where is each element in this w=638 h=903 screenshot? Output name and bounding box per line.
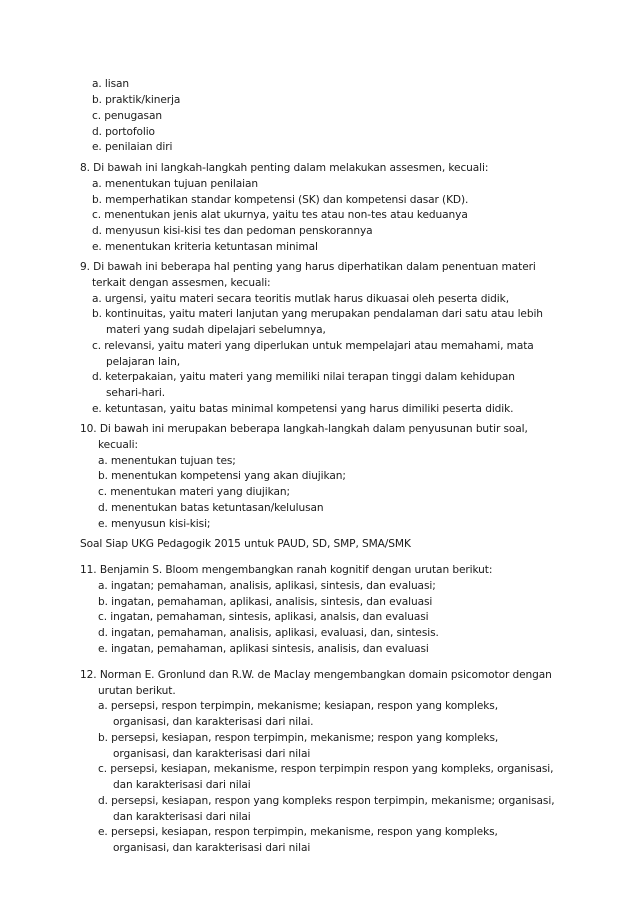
- option-a: a. lisan: [92, 78, 130, 90]
- question-9: 9. Di bawah ini beberapa hal penting yang harus diperhatikan dalam penentuan materi: [80, 261, 536, 273]
- q12-option-d: d. persepsi, kesiapan, respon yang kompleks respon terpimpin, mekanisme; organisasi,: [98, 795, 555, 807]
- q9-option-b: b. kontinuitas, yaitu materi lanjutan yang merupakan pendalaman dari satu atau lebih: [92, 308, 543, 320]
- q8-option-c: c. menentukan jenis alat ukurnya, yaitu tes atau non-tes atau keduanya: [92, 209, 468, 221]
- q8-option-e: e. menentukan kriteria ketuntasan minimal: [92, 241, 318, 253]
- q10-option-a: a. menentukan tujuan tes;: [98, 455, 236, 467]
- q12-option-c-cont: dan karakterisasi dari nilai: [113, 779, 251, 791]
- q11-option-b: b. ingatan, pemahaman, aplikasi, analisis, sintesis, dan evaluasi: [98, 596, 433, 608]
- q9-option-e: e. ketuntasan, yaitu batas minimal kompetensi yang harus dimiliki peserta didik.: [92, 403, 514, 415]
- q9-option-d: d. keterpakaian, yaitu materi yang memiliki nilai terapan tinggi dalam kehidupan: [92, 371, 515, 383]
- q10-option-e: e. menyusun kisi-kisi;: [98, 518, 211, 530]
- q9-option-c-cont: pelajaran lain,: [106, 356, 181, 368]
- question-10-cont: kecuali:: [98, 439, 138, 451]
- q11-option-e: e. ingatan, pemahaman, aplikasi sintesis, analisis, dan evaluasi: [98, 643, 429, 655]
- q12-option-a-cont: organisasi, dan karakterisasi dari nilai.: [113, 716, 314, 728]
- q11-option-d: d. ingatan, pemahaman, analisis, aplikasi, evaluasi, dan, sintesis.: [98, 627, 439, 639]
- q12-option-a: a. persepsi, respon terpimpin, mekanisme; kesiapan, respon yang kompleks,: [98, 700, 498, 712]
- q9-option-c: c. relevansi, yaitu materi yang diperlukan untuk mempelajari atau memahami, mata: [92, 340, 534, 352]
- section-heading: Soal Siap UKG Pedagogik 2015 untuk PAUD, SD, SMP, SMA/SMK: [80, 538, 411, 550]
- q9-option-b-cont: materi yang sudah dipelajari sebelumnya,: [106, 324, 326, 336]
- q10-option-b: b. menentukan kompetensi yang akan diujikan;: [98, 470, 346, 482]
- q12-option-e-cont: organisasi, dan karakterisasi dari nilai: [113, 842, 311, 854]
- option-e: e. penilaian diri: [92, 141, 173, 153]
- q12-option-e: e. persepsi, kesiapan, respon terpimpin, mekanisme, respon yang kompleks,: [98, 826, 498, 838]
- q8-option-a: a. menentukan tujuan penilaian: [92, 178, 258, 190]
- question-8: 8. Di bawah ini langkah-langkah penting dalam melakukan assesmen, kecuali:: [80, 162, 489, 174]
- question-12: 12. Norman E. Gronlund dan R.W. de Maclay mengembangkan domain psicomotor dengan: [80, 669, 552, 681]
- q12-option-c: c. persepsi, kesiapan, mekanisme, respon terpimpin respon yang kompleks, organisasi,: [98, 763, 554, 775]
- q12-option-b: b. persepsi, kesiapan, respon terpimpin, mekanisme; respon yang kompleks,: [98, 732, 499, 744]
- option-c: c. penugasan: [92, 110, 162, 122]
- q11-option-a: a. ingatan; pemahaman, analisis, aplikasi, sintesis, dan evaluasi;: [98, 580, 436, 592]
- q11-option-c: c. ingatan, pemahaman, sintesis, aplikasi, analsis, dan evaluasi: [98, 611, 429, 623]
- question-12-cont: urutan berikut.: [98, 685, 176, 697]
- q9-option-d-cont: sehari-hari.: [106, 387, 166, 399]
- question-10: 10. Di bawah ini merupakan beberapa langkah-langkah dalam penyusunan butir soal,: [80, 423, 528, 435]
- q10-option-c: c. menentukan materi yang diujikan;: [98, 486, 290, 498]
- option-b: b. praktik/kinerja: [92, 94, 181, 106]
- q8-option-b: b. memperhatikan standar kompetensi (SK) dan kompetensi dasar (KD).: [92, 194, 469, 206]
- q8-option-d: d. menyusun kisi-kisi tes dan pedoman penskorannya: [92, 225, 373, 237]
- question-11: 11. Benjamin S. Bloom mengembangkan ranah kognitif dengan urutan berikut:: [80, 564, 493, 576]
- q10-option-d: d. menentukan batas ketuntasan/kelulusan: [98, 502, 324, 514]
- q12-option-b-cont: organisasi, dan karakterisasi dari nilai: [113, 748, 311, 760]
- option-d: d. portofolio: [92, 126, 155, 138]
- q9-option-a: a. urgensi, yaitu materi secara teoritis mutlak harus dikuasai oleh peserta didik,: [92, 293, 509, 305]
- question-9-cont: terkait dengan assesmen, kecuali:: [92, 277, 271, 289]
- q12-option-d-cont: dan karakterisasi dari nilai: [113, 811, 251, 823]
